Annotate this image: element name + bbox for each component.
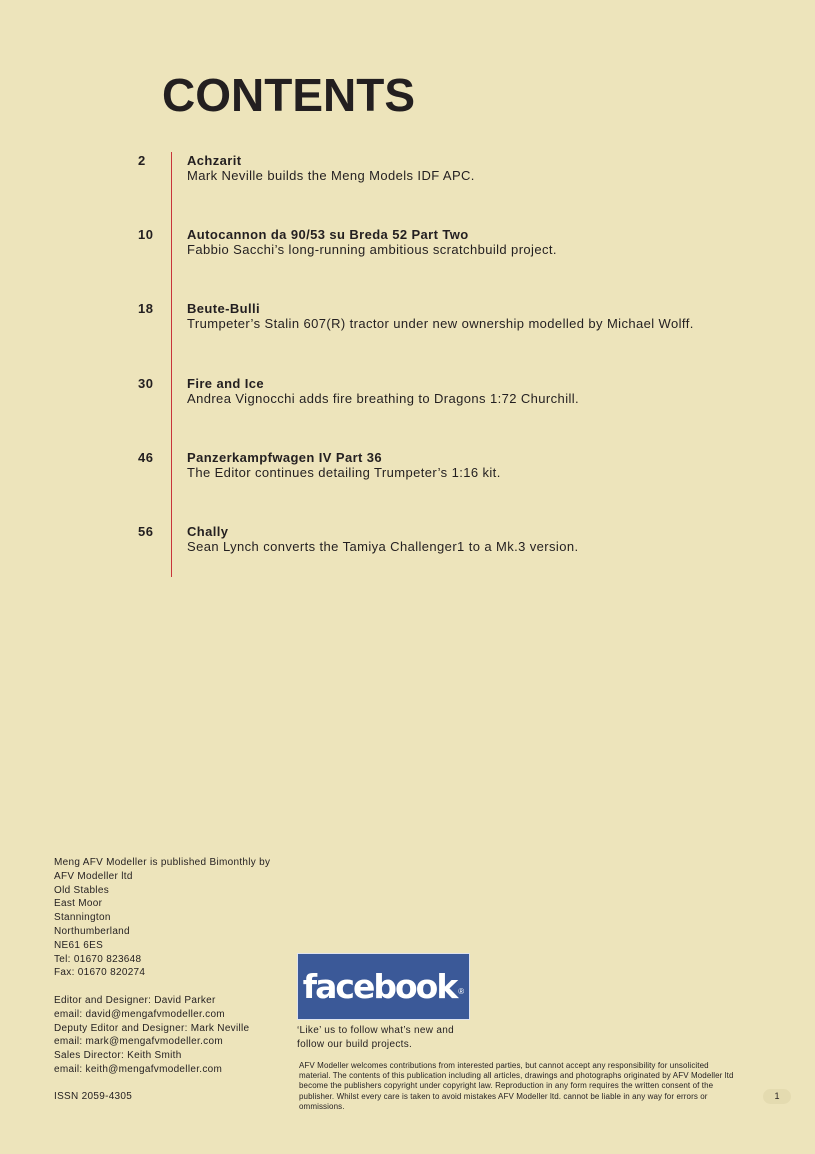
entry-page-number: 30 <box>138 376 154 391</box>
staff-info <box>54 994 249 1077</box>
page-title: CONTENTS <box>162 69 415 121</box>
staff-line: Sales Director: Keith Smith <box>54 1050 182 1062</box>
entry-description: Fabbio Sacchi’s long-running ambitious scratchbuild project. <box>187 242 557 257</box>
facebook-logo-text: facebook <box>302 967 457 1006</box>
publisher-line: AFV Modeller ltd <box>54 870 133 882</box>
contents-entry[interactable] <box>0 376 815 416</box>
contents-entry[interactable] <box>0 227 815 267</box>
publisher-info <box>54 856 270 980</box>
issn-number: ISSN 2059-4305 <box>54 1091 133 1102</box>
publisher-line: NE61 6ES <box>54 939 104 951</box>
entry-description: Mark Neville builds the Meng Models IDF APC. <box>187 168 475 183</box>
publisher-line: Fax: 01670 820274 <box>54 967 146 979</box>
entry-title: Achzarit <box>187 153 242 168</box>
like-line: ‘Like’ us to follow what’s new and <box>297 1025 454 1036</box>
entry-title: Fire and Ice <box>187 376 265 391</box>
entry-page-number: 18 <box>138 301 154 316</box>
contents-entry[interactable] <box>0 450 815 490</box>
staff-line[interactable]: email: mark@mengafvmodeller.com <box>54 1036 223 1048</box>
entry-page-number: 10 <box>138 227 154 242</box>
contents-entry[interactable] <box>0 524 815 564</box>
entry-description: Andrea Vignocchi adds fire breathing to Dragons 1:72 Churchill. <box>187 391 580 406</box>
entry-description: Sean Lynch converts the Tamiya Challenger1 to a Mk.3 version. <box>187 539 579 554</box>
publisher-line: Stannington <box>54 912 111 924</box>
entry-page-number: 46 <box>138 450 154 465</box>
facebook-like-text <box>297 1024 454 1052</box>
entry-description: The Editor continues detailing Trumpeter’s 1:16 kit. <box>187 465 501 480</box>
publisher-line: East Moor <box>54 898 103 910</box>
contents-entry[interactable] <box>0 153 815 193</box>
staff-line[interactable]: email: keith@mengafvmodeller.com <box>54 1063 223 1075</box>
page-number: 1 <box>763 1089 791 1104</box>
staff-line: Deputy Editor and Designer: Mark Neville <box>54 1022 250 1034</box>
disclaimer-text: AFV Modeller welcomes contributions from interested parties, but cannot accept any responsibility for unsolicited material. The contents of this publication including all articles, drawings and photographs originated by AFV Modeller ltd become the publishers copyright under copyright law. Reproduction in any form requires the written consent of the publisher. Whilst every care is taken to avoid mistakes AFV Modeller ltd. cannot be liable in any way for errors or ommissions. <box>299 1061 734 1111</box>
staff-line[interactable]: email: david@mengafvmodeller.com <box>54 1008 225 1020</box>
entry-title: Beute-Bulli <box>187 301 261 316</box>
publisher-line: Old Stables <box>54 884 109 896</box>
entry-title: Autocannon da 90/53 su Breda 52 Part Two <box>187 227 469 242</box>
entry-page-number: 56 <box>138 524 154 539</box>
staff-line: Editor and Designer: David Parker <box>54 995 216 1006</box>
facebook-registered-mark: ® <box>458 987 465 996</box>
publisher-line: Tel: 01670 823648 <box>54 953 142 965</box>
facebook-logo-icon[interactable] <box>297 953 470 1020</box>
publisher-line: Meng AFV Modeller is published Bimonthly by <box>54 857 271 868</box>
contents-divider-line <box>171 152 172 577</box>
like-line: follow our build projects. <box>297 1039 413 1050</box>
entry-page-number: 2 <box>138 153 146 168</box>
entry-description: Trumpeter’s Stalin 607(R) tractor under new ownership modelled by Michael Wolff. <box>187 316 694 331</box>
publisher-line: Northumberland <box>54 925 130 937</box>
entry-title: Panzerkampfwagen IV Part 36 <box>187 450 383 465</box>
entry-title: Chally <box>187 524 229 539</box>
contents-entry[interactable] <box>0 301 815 341</box>
